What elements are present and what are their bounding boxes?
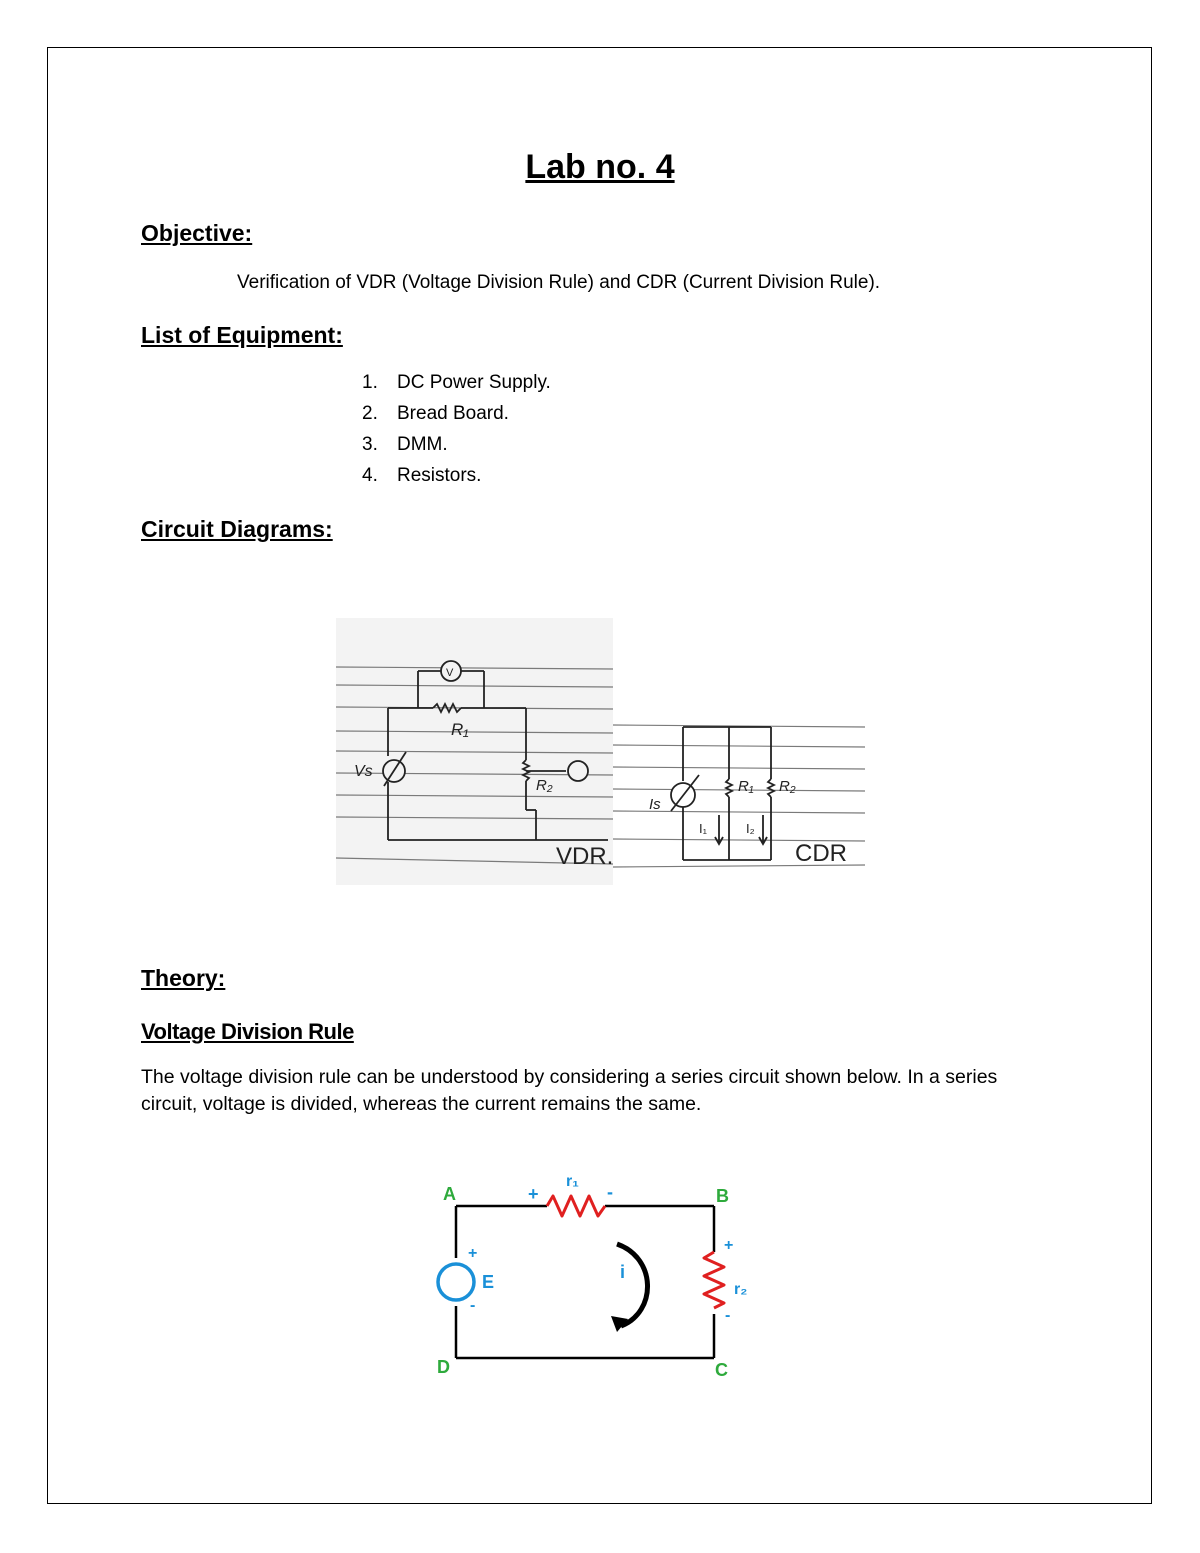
resistor-r2 bbox=[704, 1252, 724, 1308]
r2-plus-label: + bbox=[724, 1237, 734, 1254]
vdr-subheading: Voltage Division Rule bbox=[141, 1019, 354, 1044]
objective-heading: Objective: bbox=[141, 220, 253, 246]
vdr-diagram bbox=[336, 618, 613, 885]
vdr-caption: VDR. bbox=[556, 843, 613, 870]
current-label: i bbox=[620, 1262, 626, 1282]
cdr-i2-label: I₂ bbox=[746, 821, 755, 836]
equipment-list bbox=[362, 371, 551, 495]
vdr-r1-label: R₁ bbox=[451, 720, 469, 739]
node-d-label: D bbox=[437, 1357, 450, 1377]
node-c-label: C bbox=[715, 1360, 728, 1380]
list-item: 4. Resistors. bbox=[362, 465, 482, 486]
r2-minus-label: - bbox=[725, 1307, 731, 1324]
cdr-caption: CDR bbox=[795, 840, 847, 867]
r1-minus-label: - bbox=[607, 1182, 613, 1202]
cdr-is-label: Is bbox=[649, 796, 661, 813]
node-a-label: A bbox=[443, 1184, 456, 1204]
page-title: Lab no. 4 bbox=[525, 148, 675, 186]
vdr-r2-label: R₂ bbox=[536, 777, 553, 794]
cdr-r2-label: R₂ bbox=[779, 778, 796, 795]
vdr-paragraph: The voltage division rule can be understood by considering a series circuit shown below. In a series circuit, voltage is divided, whereas the current remains the same. bbox=[141, 1066, 998, 1115]
node-b-label: B bbox=[716, 1186, 729, 1206]
source-plus-label: + bbox=[468, 1245, 478, 1262]
series-circuit-diagram bbox=[425, 1170, 765, 1385]
cdr-r1-label: R₁ bbox=[738, 778, 754, 795]
cdr-i1-label: I₁ bbox=[699, 821, 707, 836]
cdr-diagram bbox=[613, 715, 865, 875]
r1-plus-label: + bbox=[528, 1184, 539, 1204]
source-minus-label: - bbox=[470, 1297, 476, 1314]
voltage-source-e bbox=[438, 1264, 474, 1300]
theory-heading: Theory: bbox=[141, 965, 226, 991]
current-direction-arrow bbox=[617, 1244, 648, 1326]
equipment-heading: List of Equipment: bbox=[141, 322, 343, 348]
r2-label: r₂ bbox=[734, 1281, 748, 1298]
source-label: E bbox=[482, 1272, 495, 1292]
list-item: 2. Bread Board. bbox=[362, 403, 509, 424]
circuit-diagrams-heading: Circuit Diagrams: bbox=[141, 516, 333, 542]
resistor-r1 bbox=[547, 1196, 605, 1216]
r1-label: r₁ bbox=[566, 1173, 579, 1190]
voltmeter-label: V bbox=[446, 667, 454, 679]
list-item: 3. DMM. bbox=[362, 434, 448, 455]
list-item: 1. DC Power Supply. bbox=[362, 372, 551, 393]
vdr-vs-label: Vs bbox=[354, 763, 373, 780]
objective-text: Verification of VDR (Voltage Division Rule) and CDR (Current Division Rule). bbox=[237, 272, 881, 293]
